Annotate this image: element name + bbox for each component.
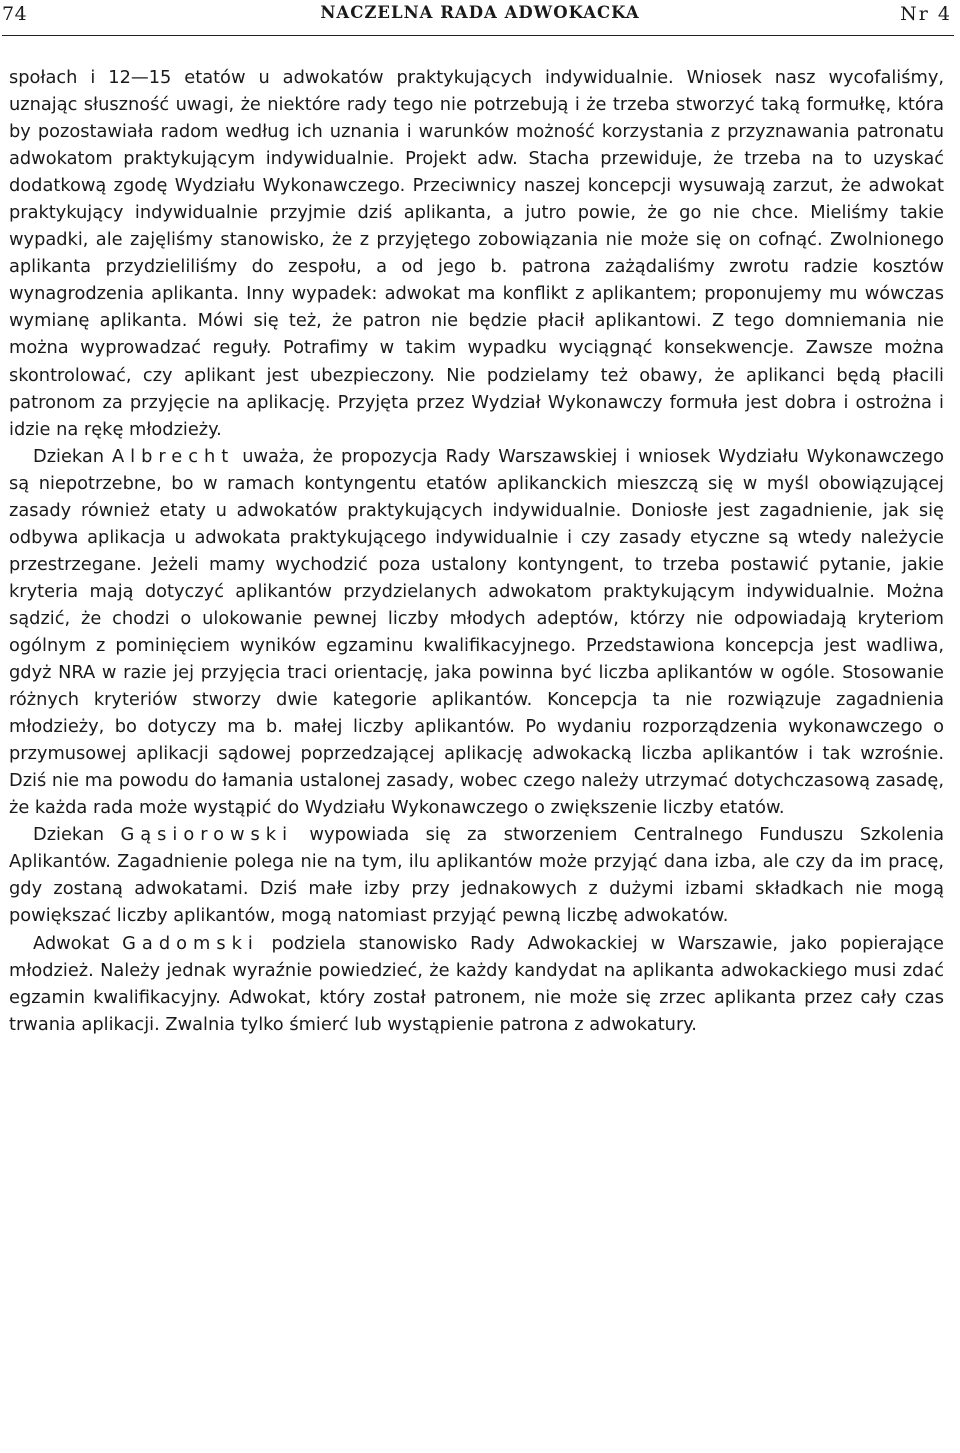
page-number: 74 [2,3,28,25]
body-text [9,64,944,1038]
header-rule [2,35,954,36]
paragraph-text: podziela stanowisko Rady Adwokackiej w Warszawie, jako popierające młodzież. Należy jednak wyraźnie powiedzieć, że każdy kandydat na aplikanta adwokackiego musi zdać egzamin kwalifikacyjny. Adwokat, który został patronem, nie może się zrzec aplikanta przez cały czas trwania aplikacji. Zwalnia tylko śmierć lub wystąpienie patrona z adwokatury. [9,932,944,1035]
speaker-name: Albrecht [112,445,235,467]
journal-title: NACZELNA RADA ADWOKACKA [320,3,640,22]
paragraph-lead: Dziekan [33,824,121,846]
paragraph-text: uważa, że propozycja Rady Warszawskiej i wniosek Wydziału Wykonawczego są niepotrzebne, bo w ramach kontyngentu etatów aplikanckich mieszczą się w myśl obowiązującej zasady również etaty u adwokatów praktykujących indywidualnie. Doniosłe jest zagadnienie, jak się odbywa aplikacja u adwokata praktykującego indywidualnie i czy zasady etyczne są wtedy należycie przestrzegane. Jeżeli mamy wychodzić poza ustalony kontyngent, to trzeba postawić pytanie, jakie kryteria mają dotyczyć aplikantów przydzielanych adwokatom praktykującym indywidualnie. Można sądzić, że chodzi o ulokowanie pewnej liczby młodych adeptów, którzy nie odpowiadają kryteriom ogólnym z pominięciem wyników egzaminu kwalifikacyjnego. Przedstawiona koncepcja jest wadliwa, gdyż NRA w razie jej przyjęcia traci orientację, jaka powinna być liczba aplikantów w ogóle. Stosowanie różnych kryteriów stworzy dwie kategorie aplikantów. Koncepcja ta nie rozwiązuje zagadnienia młodzieży, bo dotyczy ma b. małej liczby aplikantów. Po wydaniu rozporządzenia wykonawczego o przymusowej aplikacji sądowej poprzedzającej aplikację adwokacką liczba aplikantów i tak wzrośnie. Dziś nie ma powodu do łamania ustalonej zasady, wobec czego należy utrzymać dotychczasową zasadę, że każda rada może wystąpić do Wydziału Wykonawczego o zwiększenie liczby etatów. [9,445,944,819]
page-header [0,0,960,34]
paragraph [9,443,944,822]
paragraph [9,930,944,1038]
paragraph-text: społach i 12—15 etatów u adwokatów praktykujących indywidualnie. Wniosek nasz wycofaliśmy, uznając słuszność uwagi, że niektóre rady tego nie potrzebują i że trzeba stworzyć taką formułkę, która by pozostawiała radom według ich uznania i warunków możność korzystania z przyznawania patronatu adwokatom praktykującym indywidualnie. Projekt adw. Stacha przewiduje, że trzeba na to uzyskać dodatkową zgodę Wydziału Wykonawczego. Przeciwnicy naszej koncepcji wysuwają zarzut, że adwokat praktykujący indywidualnie przyjmie dziś aplikanta, a jutro powie, że go nie chce. Mieliśmy takie wypadki, ale zajęliśmy stanowisko, że z przyjętego zobowiązania nie może się on cofnąć. Zwolnionego aplikanta przydzieliliśmy do zespołu, a od jego b. patrona zażądaliśmy zwrotu radzie kosztów wynagrodzenia aplikanta. Inny wypadek: adwokat ma konflikt z aplikantem; proponujemy mu wówczas wymianę aplikanta. Mówi się też, że patron nie będzie płacił aplikantowi. Z tego domniemania nie można wyprowadzać reguły. Potrafimy w takim wypadku wyciągnąć konsekwencje. Zawsze można skontrolować, czy aplikant jest ubezpieczony. Nie podzielamy też obawy, że aplikanci będą płacili patronom za przyjęcie na aplikację. Przyjęta przez Wydział Wykonawczy formuła jest dobra i ostrożna i idzie na rękę młodzieży. [9,67,944,440]
paragraph [9,64,944,443]
speaker-name: Gadomski [122,932,259,954]
speaker-name: Gąsiorowski [120,824,294,846]
paragraph-lead: Adwokat [33,932,123,954]
paragraph [9,821,944,929]
paragraph-text: wypowiada się za stworzeniem Centralnego Funduszu Szkolenia Aplikantów. Zagadnienie polega nie na tym, ilu aplikantów może przyjąć dana izba, ale czy da im pracę, gdy zostaną adwokatami. Dziś małe izby przy jednakowych z dużymi izbami składkach nie mogą powiększać liczby aplikantów, mogą natomiast przyjąć pewną liczbę adwokatów. [9,824,944,927]
issue-number: Nr 4 [900,3,952,25]
paragraph-lead: Dziekan [33,445,112,467]
